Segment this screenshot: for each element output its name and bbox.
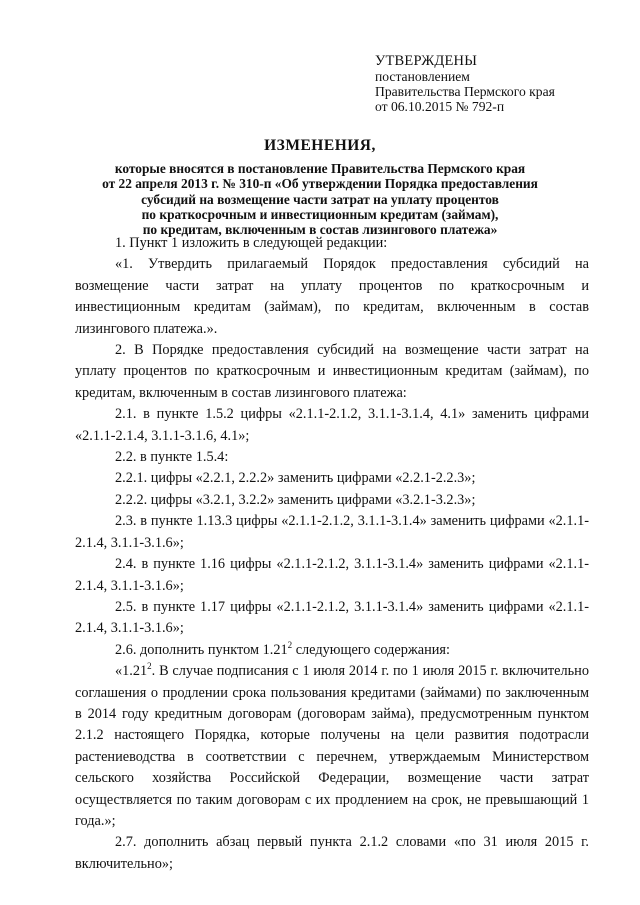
approval-heading: УТВЕРЖДЕНЫ (375, 53, 478, 69)
item-2-6-text: 2.6. дополнить пунктом 1.21 (115, 641, 288, 658)
item-2-2-1: 2.2.1. цифры «2.2.1, 2.2.2» заменить цифрами «2.2.1-2.2.3»; (115, 470, 476, 487)
item-2-3: 2.3. в пункте 1.13.3 цифры «2.1.1-2.1.2, 3.1.1-3.1.4» заменить цифрами «2.1.1-2.1.4, 3.1.1-3.1.6»; (75, 513, 589, 551)
item-2-6-quote (75, 661, 589, 832)
item-2-5: 2.5. в пункте 1.17 цифры «2.1.1-2.1.2, 3.1.1-3.1.4» заменить цифрами «2.1.1-2.1.4, 3.1.1-3.1.6»; (75, 598, 589, 637)
item-2-6-tail: следующего содержания: (292, 641, 450, 658)
superscript: 2 (287, 639, 293, 650)
item-2-1: 2.1. в пункте 1.5.2 цифры «2.1.1-2.1.2, 3.1.1-3.1.4, 4.1» заменить цифрами «2.1.1-2.1.4, 3.1.1-3.1.6, 4.1»; (75, 406, 589, 444)
item-1-quote: «1. Утвердить прилагаемый Порядок предоставления субсидий на возмещение части затрат на уплату процентов по краткосрочным и инвестиционным кредитам (займам), по кредитам, включенным в состав лизингового платежа.». (75, 256, 589, 337)
title-line-5: по кредитам, включенным в состав лизингового платежа» (142, 222, 498, 238)
approval-line-1: постановлением (375, 69, 470, 84)
item-2-7: 2.7. дополнить абзац первый пункта 2.1.2 словами «по 31 июля 2015 г. включительно»; (75, 834, 589, 872)
item-2-6 (75, 640, 589, 661)
approval-line-3: от 06.10.2015 № 792-п (375, 99, 505, 114)
item-2-2: 2.2. в пункте 1.5.4: (115, 449, 229, 466)
title-line-2: от 22 апреля 2013 г. № 310-п «Об утверждении Порядка предоставления (102, 176, 538, 192)
title-line-1: которые вносятся в постановление Правительства Пермского края (114, 161, 526, 176)
approval-stamp (375, 54, 615, 114)
quote-text: . В случае подписания с 1 июля 2014 г. по 1 июля 2015 г. включительно соглашения о продлении срока пользования кредитами (займами) по заключенным в 2014 году кредитным договорам (договорам займа), предусмотренным пунктом 2.1.2 настоящего Порядка, которые получены на цели развития подотрасли растениеводства в соответствии с перечнем, утверждаемым Министерством сельского хозяйства Российской Федерации, возмещение части затрат осуществляется по таким договорам с их продлением на срок, не превышающий 1 года.»; (75, 663, 589, 829)
title-line-3: субсидий на возмещение части затрат на уплату процентов (141, 191, 499, 207)
item-2-4: 2.4. в пункте 1.16 цифры «2.1.1-2.1.2, 3.1.1-3.1.4» заменить цифрами «2.1.1-2.1.4, 3.1.1-3.1.6»; (75, 556, 589, 594)
superscript: 2 (147, 661, 152, 672)
title-line-4: по краткосрочным и инвестиционным кредитам (займам), (141, 206, 499, 222)
item-2: 2. В Порядке предоставления субсидий на возмещение части затрат на уплату процентов по краткосрочным и инвестиционным кредитам (займам), по кредитам, включенным в состав лизингового платежа: (75, 342, 589, 401)
item-1: 1. Пункт 1 изложить в следующей редакции: (115, 235, 388, 251)
item-2-2-2: 2.2.2. цифры «3.2.1, 3.2.2» заменить цифрами «3.2.1-3.2.3»; (115, 491, 476, 508)
document-title (60, 137, 580, 237)
quote-start: «1.21 (115, 663, 148, 680)
document-body (75, 233, 589, 875)
approval-line-2: Правительства Пермского края (375, 84, 555, 99)
title-main: ИЗМЕНЕНИЯ, (264, 137, 376, 154)
